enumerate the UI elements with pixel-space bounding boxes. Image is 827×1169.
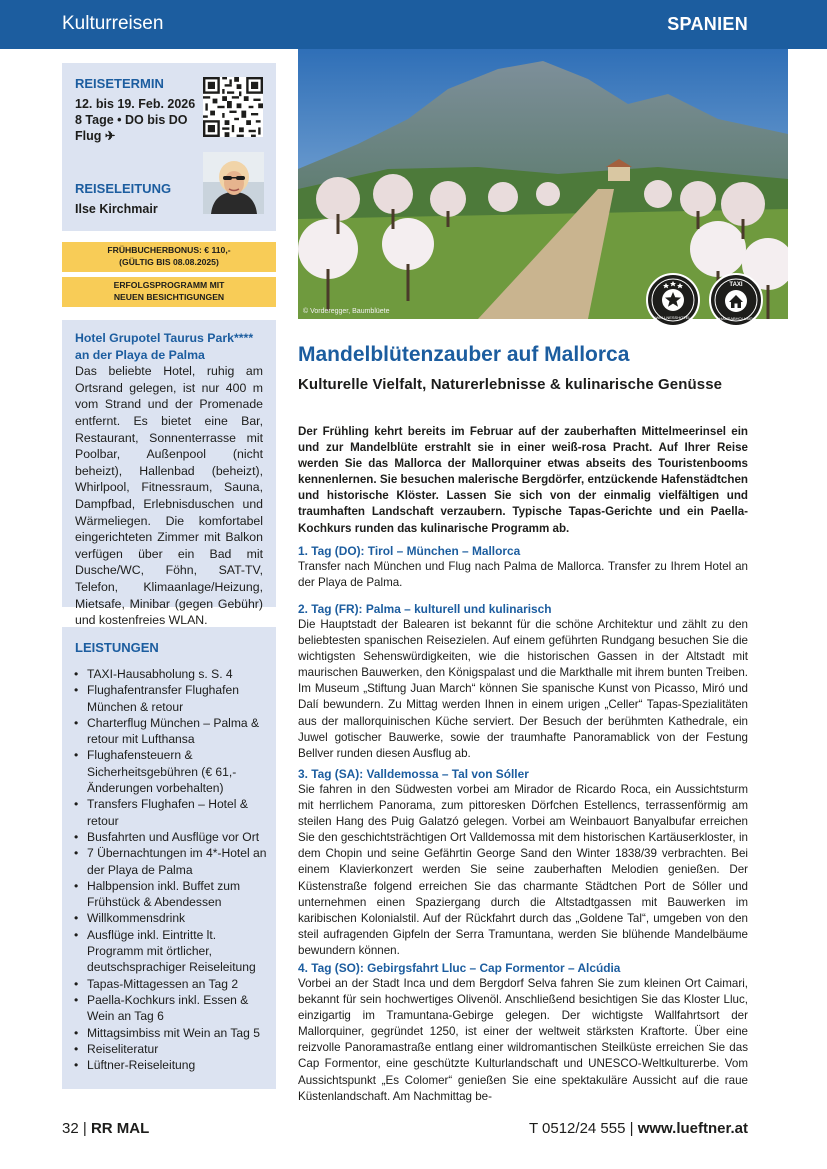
top-bar <box>0 0 827 49</box>
list-item: • Flughafentransfer Flughafen München & retour <box>73 682 271 715</box>
photo-credit: © Vorderegger, Baumblüete <box>303 308 390 315</box>
day-heading: 1. Tag (DO): Tirol – München – Mallorca <box>298 544 521 558</box>
guide-portrait <box>203 152 264 214</box>
day-1-section <box>298 543 748 591</box>
day-text: Vorbei an der Stadt Inca und dem Bergdorf Selva fahren Sie zum kleinen Ort Caimari, bekannt für sein hochwertiges Olivenöl. Anschließend besichtigen Sie das Kloster Lluc, einzigartig im Tramuntana-Gebirge gelegen. Der wichtigste Wallfahrtsort der Mallorquiner, gegründet 1250, ist einer der weltweit stärksten Kraftorte. Über eine reizvolle Panoramastraße entlang einer wildromantischen Steilküste erreichen Sie das Cap Formentor, eine geschützte Kulturlandschaft und UNESCO-Weltkulturerbe. Vom Aussichtspunkt „Es Colomer“ genießen Sie eine spektakuläre Aussicht auf die raue Küstenlandschaft. Am Nachmittag be- <box>298 977 748 1103</box>
list-item: • Ausflüge inkl. Eintritte lt. Programm mit örtlicher, deutschsprachiger Reiseleitung <box>73 927 271 976</box>
page-number: 32 <box>62 1120 79 1137</box>
list-item: • Transfers Flughafen – Hotel & retour <box>73 796 271 829</box>
qr-code[interactable] <box>203 77 263 137</box>
leistungen-box <box>62 627 276 1089</box>
day-heading: 3. Tag (SA): Valldemossa – Tal von Sóller <box>298 767 529 781</box>
day-text: Sie fahren in den Südwesten vorbei am Mirador de Ricardo Roca, ein Aussichtsturm mit herrlichem Panorama, zum pittoresken Dörfchen Estellencs, terrassenförmig am steilen Hang des Puig Galatzó gelegen. Vorbei am Weinbauort Banyalbufar erreichen Sie den geschichtsträchtigen Ort Valldemossa mit dem historischen Kartäuserkloster, in dem Chopin und seine Gefährtin George Sand den Winter 1838/39 verbrachten. Bei einem Klavierkonzert werden Sie seine zauberhaften Melodien genießen. Der Küstenstraße folgend erreichen Sie das charmante Städtchen Port de Sóller und unternehmen einen Spaziergang durch die Altstadtgassen mit Bauwerken im karibischen Kolonialstil. Auf der Rückfahrt durch das „Goldene Tal“, umgeben von den steil aufragenden Gipfeln der Serra Tramuntana, werden Sie blühende Mandelbäume bewundern können. <box>298 783 748 957</box>
day-heading: 2. Tag (FR): Palma – kulturell und kulinarisch <box>298 602 552 616</box>
reisetermin-heading: REISETERMIN <box>75 76 164 91</box>
reiseleitung-heading: REISELEITUNG <box>75 181 172 196</box>
day-2-section <box>298 601 748 762</box>
reisetermin-box <box>62 63 276 231</box>
country-title: SPANIEN <box>667 14 748 34</box>
list-item: • 7 Übernachtungen im 4*-Hotel an der Playa de Palma <box>73 845 271 878</box>
reiseleitung-name: Ilse Kirchmair <box>75 202 158 216</box>
list-item: • Lüftner-Reiseleitung <box>73 1057 271 1073</box>
hotel-name: Hotel Grupotel Taurus Park**** an der Playa de Palma <box>75 331 254 362</box>
leistungen-list <box>73 666 271 1073</box>
early-booking-bonus <box>62 242 276 272</box>
day-3-section <box>298 766 748 959</box>
early-booking-line1: FRÜHBUCHERBONUS: € 110,- <box>107 245 231 255</box>
hotel-description: Das beliebte Hotel, ruhig am Ortsrand gelegen, ist nur 400 m vom Strand und der Promenade entfernt. Es bietet eine Bar, Restaurant, Sonnenterrasse mit Poolbar, Außenpool (nicht beheizt), Hallenbad (beheizt), Whirlpool, Fitnessraum, Sauna, Dampfbad, Erlebnisduschen und Wärmeliegen. Die komfortabel eingerichteten Zimmer mit Balkon verfügen über ein Bad mit Dusche/WC, Föhn, SAT-TV, Telefon, Klimaanlage/Heizung, Mietsafe, Minibar (gegen Gebühr) und kostenfreies WLAN. <box>75 364 263 628</box>
day-4-section <box>298 960 748 1105</box>
list-item: • Busfahrten und Ausflüge vor Ort <box>73 829 271 845</box>
day-heading: 4. Tag (SO): Gebirgsfahrt Lluc – Cap Formentor – Alcúdia <box>298 961 621 975</box>
footer-separator: | <box>82 1120 87 1137</box>
success-program-line1: ERFOLGSPROGRAMM MIT <box>113 280 225 290</box>
list-item: • Mittagsimbiss mit Wein an Tag 5 <box>73 1025 271 1041</box>
footer-left <box>62 1120 149 1137</box>
list-item: • Willkommensdrink <box>73 910 271 926</box>
list-item: • Flughafensteuern & Sicherheitsgebühren (€ 61,- Änderungen vorbehalten) <box>73 747 271 796</box>
list-item: • Paella-Kochkurs inkl. Essen & Wein an Tag 6 <box>73 992 271 1025</box>
list-item: • Tapas-Mittagessen an Tag 2 <box>73 976 271 992</box>
magazine-code: RR MAL <box>90 1120 150 1137</box>
reisetermin-date: 12. bis 19. Feb. 2026 <box>75 97 196 111</box>
wellness-badge-label: WELLNESSHOTEL <box>655 315 691 320</box>
reisetermin-duration: 8 Tage • DO bis DO <box>75 113 188 127</box>
early-booking-line2: (GÜLTIG BIS 08.08.2025) <box>119 256 219 267</box>
success-program-badge <box>62 277 276 307</box>
list-item: • Reiseliteratur <box>73 1041 271 1057</box>
list-item: • TAXI-Hausabholung s. S. 4 <box>73 666 271 682</box>
list-item: • Charterflug München – Palma & retour mit Lufthansa <box>73 715 271 748</box>
footer-right <box>529 1120 748 1137</box>
taxi-badge-label: TAXI <box>729 282 743 288</box>
list-item: • Halbpension inkl. Buffet zum Frühstück & Abendessen <box>73 878 271 911</box>
day-text: Transfer nach München und Flug nach Palma de Mallorca. Transfer zu Ihrem Hotel an der Playa de Palma. <box>298 560 748 590</box>
success-program-line2: NEUEN BESICHTIGUNGEN <box>113 291 225 302</box>
taxi-pickup-badge <box>709 273 763 327</box>
section-title: Kulturreisen <box>62 13 164 34</box>
reisetermin-transport: Flug ✈ <box>75 129 116 143</box>
wellness-hotel-badge <box>646 273 700 327</box>
page-subtitle: Kulturelle Vielfalt, Naturerlebnisse & kulinarische Genüsse <box>298 376 723 393</box>
intro-text: Der Frühling kehrt bereits im Februar auf der zauberhaften Mittelmeerinsel ein und zur Mandelblüte erstrahlt sie in einer weiß-rosa Pracht. Auf Ihrer Reise werden Sie das Mallorca der Mallorquiner etwas abseits des Touristenbooms kennenlernen. Sie besuchen malerische Bergdörfer, entzückende Hafenstädtchen und historische Klöster. Lassen Sie sich von der einmalig vielfältigen und traumhaften Landschaft verzaubern. Typische Tapas-Gerichte und ein Paella-Kochkurs runden das kulinarische Programm ab. <box>298 425 748 535</box>
phone-number[interactable]: T 0512/24 555 <box>528 1120 626 1137</box>
pickup-badge-label: HAUSABHOLUNG <box>719 316 753 321</box>
website-link[interactable]: www.lueftner.at <box>637 1120 748 1137</box>
house-icon <box>711 275 761 325</box>
footer-separator-right: | <box>629 1120 634 1137</box>
star-icon <box>648 275 698 325</box>
leistungen-heading: LEISTUNGEN <box>75 640 159 655</box>
page-title: Mandelblütenzauber auf Mallorca <box>298 343 630 366</box>
hotel-box <box>62 320 276 628</box>
day-text: Die Hauptstadt der Balearen ist bekannt für die schöne Architektur und zählt zu den beliebtesten spanischen Reisezielen. Auf einem geführten Rundgang besuchen Sie die wichtigsten Sehenswürdigkeiten, wie die historischen Gassen in der Altstadt mit maurischen Bauwerken, den Königspalast und die Markthalle mit ihrem bunten Treiben. Im Museum „Stiftung Juan March“ können Sie spanische Kunst von Picasso, Miró und Dalí bewundern. Zu Mittag werden Ihnen in einem urigen „Celler“ Tapas-Spezialitäten aus der mallorquinischen Küche serviert. Der Besuch der berühmten Kathedrale, ein Juwel gotischer Bauwerke, sowie der traumhafte Panoramablick von der Festung Bellver runden diesen Ausflug ab. <box>298 618 748 760</box>
